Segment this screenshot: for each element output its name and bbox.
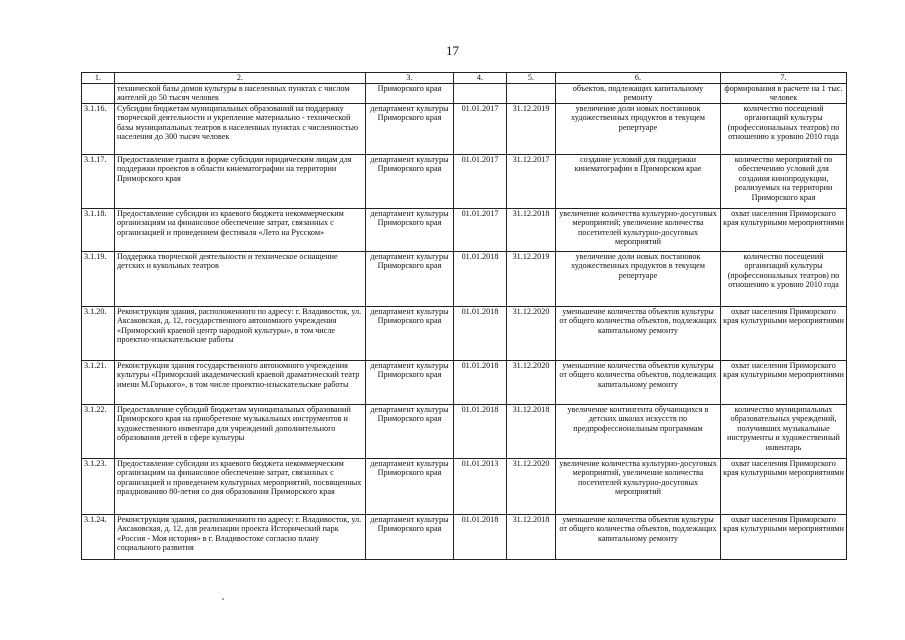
activity-description: Реконструкция здания государственного автономного учреждения культуры «Приморский академический краевой драматический театр имени М.Горького», в том числе проектно-изыскательские работы [115,361,366,405]
program-activities-table [81,72,847,560]
linked-indicator: охват населения Приморского края культурными мероприятиями [721,209,847,252]
linked-indicator: формирования в расчете на 1 тыс. человек [721,84,847,104]
column-header: 2. [115,73,366,84]
responsible-executor: департамент культуры Приморского края [366,515,454,560]
activity-description: Предоставление субсидии из краевого бюджета некоммерческим организациям на финансовое обеспечение затрат, связанных с организацией и проведением фестиваля «Лето на Русском» [115,209,366,252]
expected-result: уменьшение количества объектов культуры от общего количества объектов, подлежащих капитальному ремонту [556,515,721,560]
table-row [82,307,847,361]
end-date: 31.12.2020 [507,307,556,361]
activity-description: Субсидии бюджетам муниципальных образований на поддержку творческой деятельности и укрепление материально - технической базы муниципальных театров в населенных пунктах с численностью населения до 300 тысяч человек [115,104,366,155]
row-number: 3.1.22. [82,405,115,459]
row-number: 3.1.19. [82,252,115,307]
expected-result: увеличение контингента обучающихся в детских школах искусств по предпрофессиональным программам [556,405,721,459]
responsible-executor: департамент культуры Приморского края [366,104,454,155]
end-date: 31.12.2018 [507,209,556,252]
table-row [82,84,847,104]
table-row [82,361,847,405]
start-date [454,84,507,104]
table-row [82,515,847,560]
column-header: 7. [721,73,847,84]
row-number: 3.1.23. [82,459,115,515]
end-date: 31.12.2019 [507,252,556,307]
column-header-row [82,73,847,84]
linked-indicator: количество посещений организаций культуры (профессиональных театров) по отношению к уровню 2010 года [721,104,847,155]
linked-indicator: охват населения Приморского края культурными мероприятиями [721,459,847,515]
responsible-executor: департамент культуры Приморского края [366,361,454,405]
linked-indicator: количество муниципальных образовательных учреждений, получивших музыкальные инструменты и художественный инвентарь [721,405,847,459]
column-header: 1. [82,73,115,84]
activity-description: Реконструкция здания, расположенного по адресу: г. Владивосток, ул. Аксаковская, д. 12, для реализации проекта Исторический парк «Россия - Моя история» в г. Владивостоке согласно плану социального развития [115,515,366,560]
start-date: 01.01.2018 [454,515,507,560]
activity-description: Реконструкция здания, расположенного по адресу: г. Владивосток, ул. Аксаковская, д. 12, государственного автономного учреждения «Приморский краевой центр народной культуры», в том числе проектно-изыскательские работы [115,307,366,361]
scan-speck [222,598,224,600]
activity-description: Предоставление гранта в форме субсидии юридическим лицам для поддержки проектов в области кинематографии на территории Приморского края [115,155,366,209]
expected-result: увеличение количества культурно-досуговых мероприятий; увеличение количества посетителей культурно-досуговых мероприятий [556,209,721,252]
end-date: 31.12.2020 [507,459,556,515]
responsible-executor: департамент культуры Приморского края [366,252,454,307]
column-header: 4. [454,73,507,84]
row-number: 3.1.17. [82,155,115,209]
start-date: 01.01.2017 [454,209,507,252]
end-date [507,84,556,104]
column-header: 6. [556,73,721,84]
responsible-executor: департамент культуры Приморского края [366,155,454,209]
expected-result: создание условий для поддержки кинематографии в Приморском крае [556,155,721,209]
start-date: 01.01.2018 [454,361,507,405]
expected-result: увеличение количества культурно-досуговых мероприятий, увеличение количества посетителей культурно-досуговых мероприятий [556,459,721,515]
linked-indicator: охват населения Приморского края культурными мероприятиями [721,307,847,361]
end-date: 31.12.2017 [507,155,556,209]
activity-description: Поддержка творческой деятельности и техническое оснащение детских и кукольных театров [115,252,366,307]
responsible-executor: Приморского края [366,84,454,104]
responsible-executor: департамент культуры Приморского края [366,459,454,515]
linked-indicator: охват населения Приморского края культурными мероприятиями [721,361,847,405]
column-header: 5. [507,73,556,84]
end-date: 31.12.2020 [507,361,556,405]
linked-indicator: количество мероприятий по обеспечению условий для создания кинопродукции, реализуемых на территории Приморского края [721,155,847,209]
start-date: 01.01.2018 [454,307,507,361]
activity-description: Предоставление субсидий бюджетам муниципальных образований Приморского края на приобретение музыкальных инструментов и художественного инвентаря для учреждений дополнительного образования детей в сфере культуры [115,405,366,459]
table-row [82,104,847,155]
start-date: 01.01.2013 [454,459,507,515]
responsible-executor: департамент культуры Приморского края [366,405,454,459]
row-number: 3.1.16. [82,104,115,155]
expected-result: уменьшение количества объектов культуры от общего количества объектов, подлежащих капитальному ремонту [556,361,721,405]
expected-result: увеличение доли новых постановок художественных продуктов в текущем репертуаре [556,252,721,307]
table-row [82,209,847,252]
end-date: 31.12.2018 [507,405,556,459]
row-number: 3.1.21. [82,361,115,405]
start-date: 01.01.2018 [454,405,507,459]
activity-description: Предоставление субсидии из краевого бюджета некоммерческим организациям на финансовое обеспечение затрат, связанных с организацией и проведением культурных мероприятий, посвященных празднованию 80-летия со дня образования Приморского края [115,459,366,515]
start-date: 01.01.2017 [454,155,507,209]
start-date: 01.01.2018 [454,252,507,307]
row-number: 3.1.20. [82,307,115,361]
table-row [82,252,847,307]
end-date: 31.12.2018 [507,515,556,560]
responsible-executor: департамент культуры Приморского края [366,307,454,361]
expected-result: уменьшение количества объектов культуры от общего количества объектов, подлежащих капитальному ремонту [556,307,721,361]
row-number: 3.1.18. [82,209,115,252]
column-header: 3. [366,73,454,84]
row-number: 3.1.24. [82,515,115,560]
page-number: 17 [446,43,459,58]
activity-description: технической базы домов культуры в населенных пунктах с числом жителей до 50 тысяч человек [115,84,366,104]
expected-result: объектов, подлежащих капитальному ремонту [556,84,721,104]
linked-indicator: количество посещений организаций культуры (профессиональных театров) по отношению к уровню 2010 года [721,252,847,307]
linked-indicator: охват населения Приморского края культурными мероприятиями [721,515,847,560]
table-row [82,459,847,515]
table-row [82,155,847,209]
expected-result: увеличение доли новых постановок художественных продуктов в текущем репертуаре [556,104,721,155]
responsible-executor: департамент культуры Приморского края [366,209,454,252]
row-number [82,84,115,104]
start-date: 01.01.2017 [454,104,507,155]
end-date: 31.12.2019 [507,104,556,155]
table-row [82,405,847,459]
